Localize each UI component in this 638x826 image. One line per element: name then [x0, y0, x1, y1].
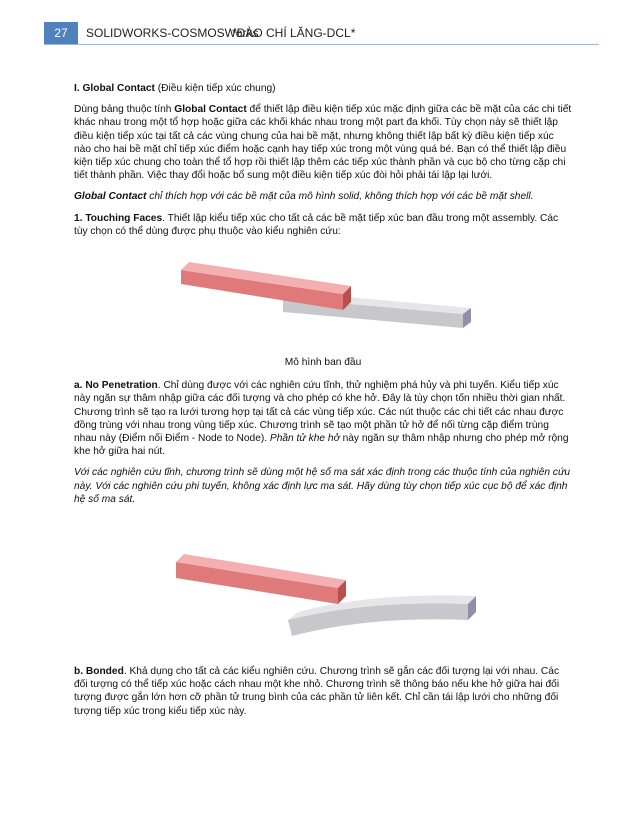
header-title: SOLIDWORKS-COSMOSWorks [86, 26, 259, 40]
paragraph-text: . Thiết lập kiểu tiếp xúc cho tất cả các bề mặt tiếp xúc ban đầu trong một assembly. Các tùy chọn có thể dùng được phụ thuộc vào kiểu nghiên cứu: [74, 212, 559, 237]
paragraph-text: . Khả dụng cho tất cả các kiểu nghiên cứu. Chương trình sẽ gắn các đối tượng lại với nhau. Các đối tượng có thể tiếp xúc hoặc cách nhau một khe nhỏ. Chương trình sẽ thông báo nếu khe hở giữa hai đối tượng được gắn lớn hơn cỡ phần tử trung bình của các phần tử liên kết. Chỉ cần tái lập lưới cho những đối tượng tiếp xúc trong kiểu tiếp xúc này. [74, 666, 560, 717]
paragraph-text: này ngăn sự thâm nhập nhưng cho phép mở rộng khe hở giữa hai nút. [74, 433, 569, 458]
note-text: chỉ thích hợp với các bề mặt của mô hình solid, không thích hợp với các bề mặt shell. [146, 191, 534, 203]
italic-term: Phần tử khe hở [269, 433, 340, 445]
header-divider [44, 44, 599, 45]
page-number: 27 [44, 22, 78, 44]
bold-term: Global Contact [74, 191, 147, 203]
page-header [0, 22, 638, 46]
figure-caption: Mô hình ban đầu [284, 357, 362, 369]
paragraph-text: . Chỉ dùng được với các nghiên cứu tĩnh, thử nghiệm phá hủy và phi tuyến. Kiểu tiếp xúc này ngăn sự thâm nhập giữa các đối tượng và cho phép có khe hở. Đây là tùy chọn tốn nhiều thời gian nhất. Chương trình sẽ tạo ra lưới tương hợp tại tất cả các vùng tiếp xúc. Các nút thuộc các chi tiết các nhau được đồng trùng với nhau trong vùng tiếp xúc. Chương trình sẽ tạo một phần tử hở để nối từng cặp điểm trùng nhau này (Điểm nối Điểm - Node to Node). [74, 380, 566, 445]
global-contact-paragraph [74, 103, 572, 182]
paragraph-text: để thiết lập điều kiện tiếp xúc mặc định giữa các bề mặt của các chi tiết khác nhau trong một tổ hợp hoặc giữa các khối khác nhau trong một part đa khối. Tùy chọn này sẽ thiết lập điều kiện tiếp xúc tại tất cả các vùng chung của hai bề mặt, nhưng không thiết lập bất kỳ điều kiện tiếp xúc nào cho hai bề mặt chỉ tiếp xúc điểm hoặc cạnh hay tiếp xúc trong một vùng quá bé. Bạn có thể thiết lập điều kiện tiếp xúc chung cho toàn thể tổ hợp rồi thiết lập thêm các tiếp xúc thành phần và cục bộ cho từng cặp chi tiết thành phần. Việc thay đổi hoặc bổ sung một điều kiện tiếp xúc đòi hỏi phải tái lập lại lưới. [74, 104, 572, 182]
touching-faces-paragraph [74, 212, 572, 238]
paragraph-text: Dùng bảng thuộc tính [74, 104, 175, 116]
no-penetration-paragraph [74, 379, 572, 458]
friction-note: Với các nghiên cứu tĩnh, chương trình sẽ dùng một hệ số ma sát xác định trong các thuộc tính của nghiên cứu này. Với các nghiên cứu phi tuyến, không xác định lực ma sát. Hãy dùng tùy chọn tiếp xúc cục bộ để xác định hệ số ma sát. [74, 467, 571, 505]
initial-model-figure [173, 252, 473, 352]
global-contact-heading [74, 82, 572, 95]
no-penetration-heading: a. No Penetration [74, 380, 158, 392]
no-penetration-figure [168, 528, 478, 653]
document-body [74, 82, 572, 726]
bonded-heading: b. Bonded [74, 666, 124, 678]
touching-faces-heading: 1. Touching Faces [74, 212, 163, 224]
heading-suffix: (Điều kiện tiếp xúc chung) [154, 83, 276, 94]
bonded-paragraph [74, 665, 572, 718]
global-contact-note [74, 190, 572, 203]
header-author: *ĐÀO CHÍ LĂNG-DCL* [232, 26, 356, 40]
heading-text: I. Global Contact [74, 83, 155, 94]
bold-term: Global Contact [174, 104, 247, 116]
